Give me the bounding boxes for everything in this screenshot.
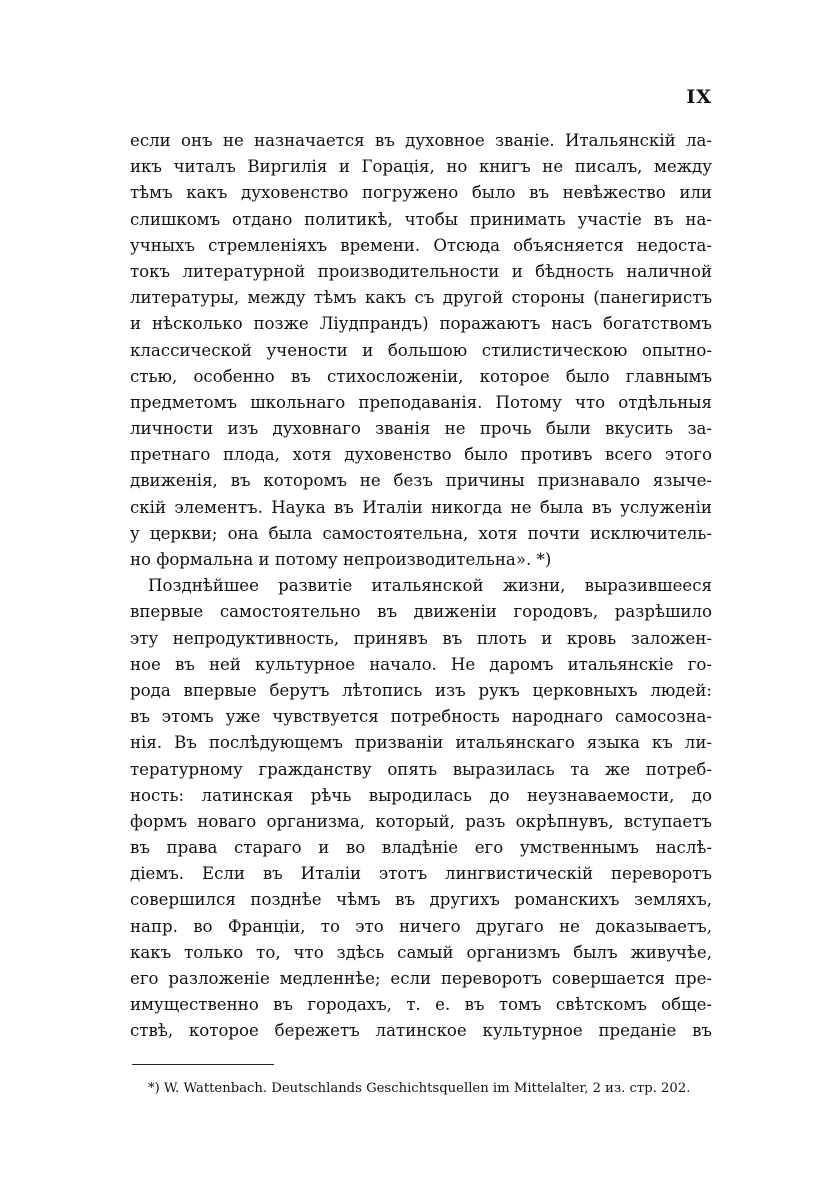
text-line: впервые самостоятельно въ движеніи городовъ, разрѣшило [130, 602, 712, 622]
text-line: если онъ не назначается въ духовное званіе. Итальянскій ла- [130, 131, 712, 150]
text-line: имущественно въ городахъ, т. е. въ томъ свѣтскомъ обще- [130, 995, 712, 1015]
text-line: эту непродуктивность, принявъ въ плоть и кровь заложен- [130, 628, 712, 648]
footnote: *) W. Wattenbach. Deutschlands Geschichtsquellen im Mittelalter, 2 из. стр. 202. [148, 1081, 691, 1096]
text-line: діемъ. Если въ Италіи этотъ лингвистическій переворотъ [130, 864, 712, 884]
text-line: движенія, въ которомъ не безъ причины признавало языче- [130, 471, 712, 491]
text-line: слишкомъ отдано политикѣ, чтобы принимать участіе въ на- [130, 209, 712, 229]
text-line: учныхъ стремленіяхъ времени. Отсюда объясняется недоста- [130, 235, 712, 255]
text-line: формъ новаго организма, который, разъ окрѣпнувъ, вступаетъ [130, 811, 712, 831]
text-line: и нѣсколько позже Ліудпрандъ) поражаютъ насъ богатствомъ [130, 314, 712, 334]
text-line: Позднѣйшее развитіе итальянской жизни, выразившееся [148, 576, 712, 596]
text-line: его разложеніе медленнѣе; если переворотъ совершается пре- [130, 969, 712, 988]
text-line: личности изъ духовнаго званія не прочь были вкусить за- [130, 419, 712, 439]
text-line: предметомъ школьнаго преподаванія. Потому что отдѣльныя [130, 392, 712, 412]
text-line: классической учености и большою стилистическою опытно- [130, 340, 712, 360]
text-line: въ права стараго и во владѣніе его умственнымъ наслѣ- [130, 838, 712, 858]
text-line: какъ только то, что здѣсь самый организмъ былъ живучѣе, [130, 942, 712, 962]
text-line: рода впервые берутъ лѣтопись изъ рукъ церковныхъ людей: [130, 680, 712, 700]
page-number: IX [686, 86, 712, 108]
text-line: токъ литературной производительности и бѣдность наличной [130, 261, 712, 281]
text-line: совершился позднѣе чѣмъ въ другихъ романскихъ земляхъ, [130, 890, 712, 910]
text-line: но формальна и потому непроизводительна». *) [130, 550, 552, 569]
body-text [130, 128, 712, 1045]
text-line: ность: латинская рѣчь выродилась до неузнаваемости, до [130, 785, 712, 805]
text-line: тературному гражданству опять выразилась та же потреб- [130, 759, 712, 779]
text-line: стью, особенно въ стихосложеніи, которое было главнымъ [130, 366, 712, 386]
text-line: претнаго плода, хотя духовенство было противъ всего этого [130, 445, 712, 465]
text-line: въ этомъ уже чувствуется потребность народнаго самосозна- [130, 707, 712, 727]
text-line: икъ читалъ Виргилія и Горація, но книгъ не писалъ, между [130, 157, 712, 177]
text-line: у церкви; она была самостоятельна, хотя почти исключитель- [130, 523, 712, 543]
footnote-divider [132, 1064, 274, 1065]
text-line: нія. Въ послѣдующемъ призваніи итальянскаго языка къ ли- [130, 733, 712, 753]
text-line: ствѣ, которое бережетъ латинское культурное преданіе въ [130, 1021, 712, 1041]
text-line: напр. во Франціи, то это ничего другаго не доказываетъ, [130, 916, 712, 936]
text-line: литературы, между тѣмъ какъ съ другой стороны (панегиристъ [130, 288, 712, 308]
text-line: тѣмъ какъ духовенство погружено было въ невѣжество или [130, 183, 712, 203]
text-line: ное въ ней культурное начало. Не даромъ итальянскіе го- [130, 654, 712, 674]
text-line: скій элементъ. Наука въ Италіи никогда не была въ услуженіи [130, 497, 712, 517]
